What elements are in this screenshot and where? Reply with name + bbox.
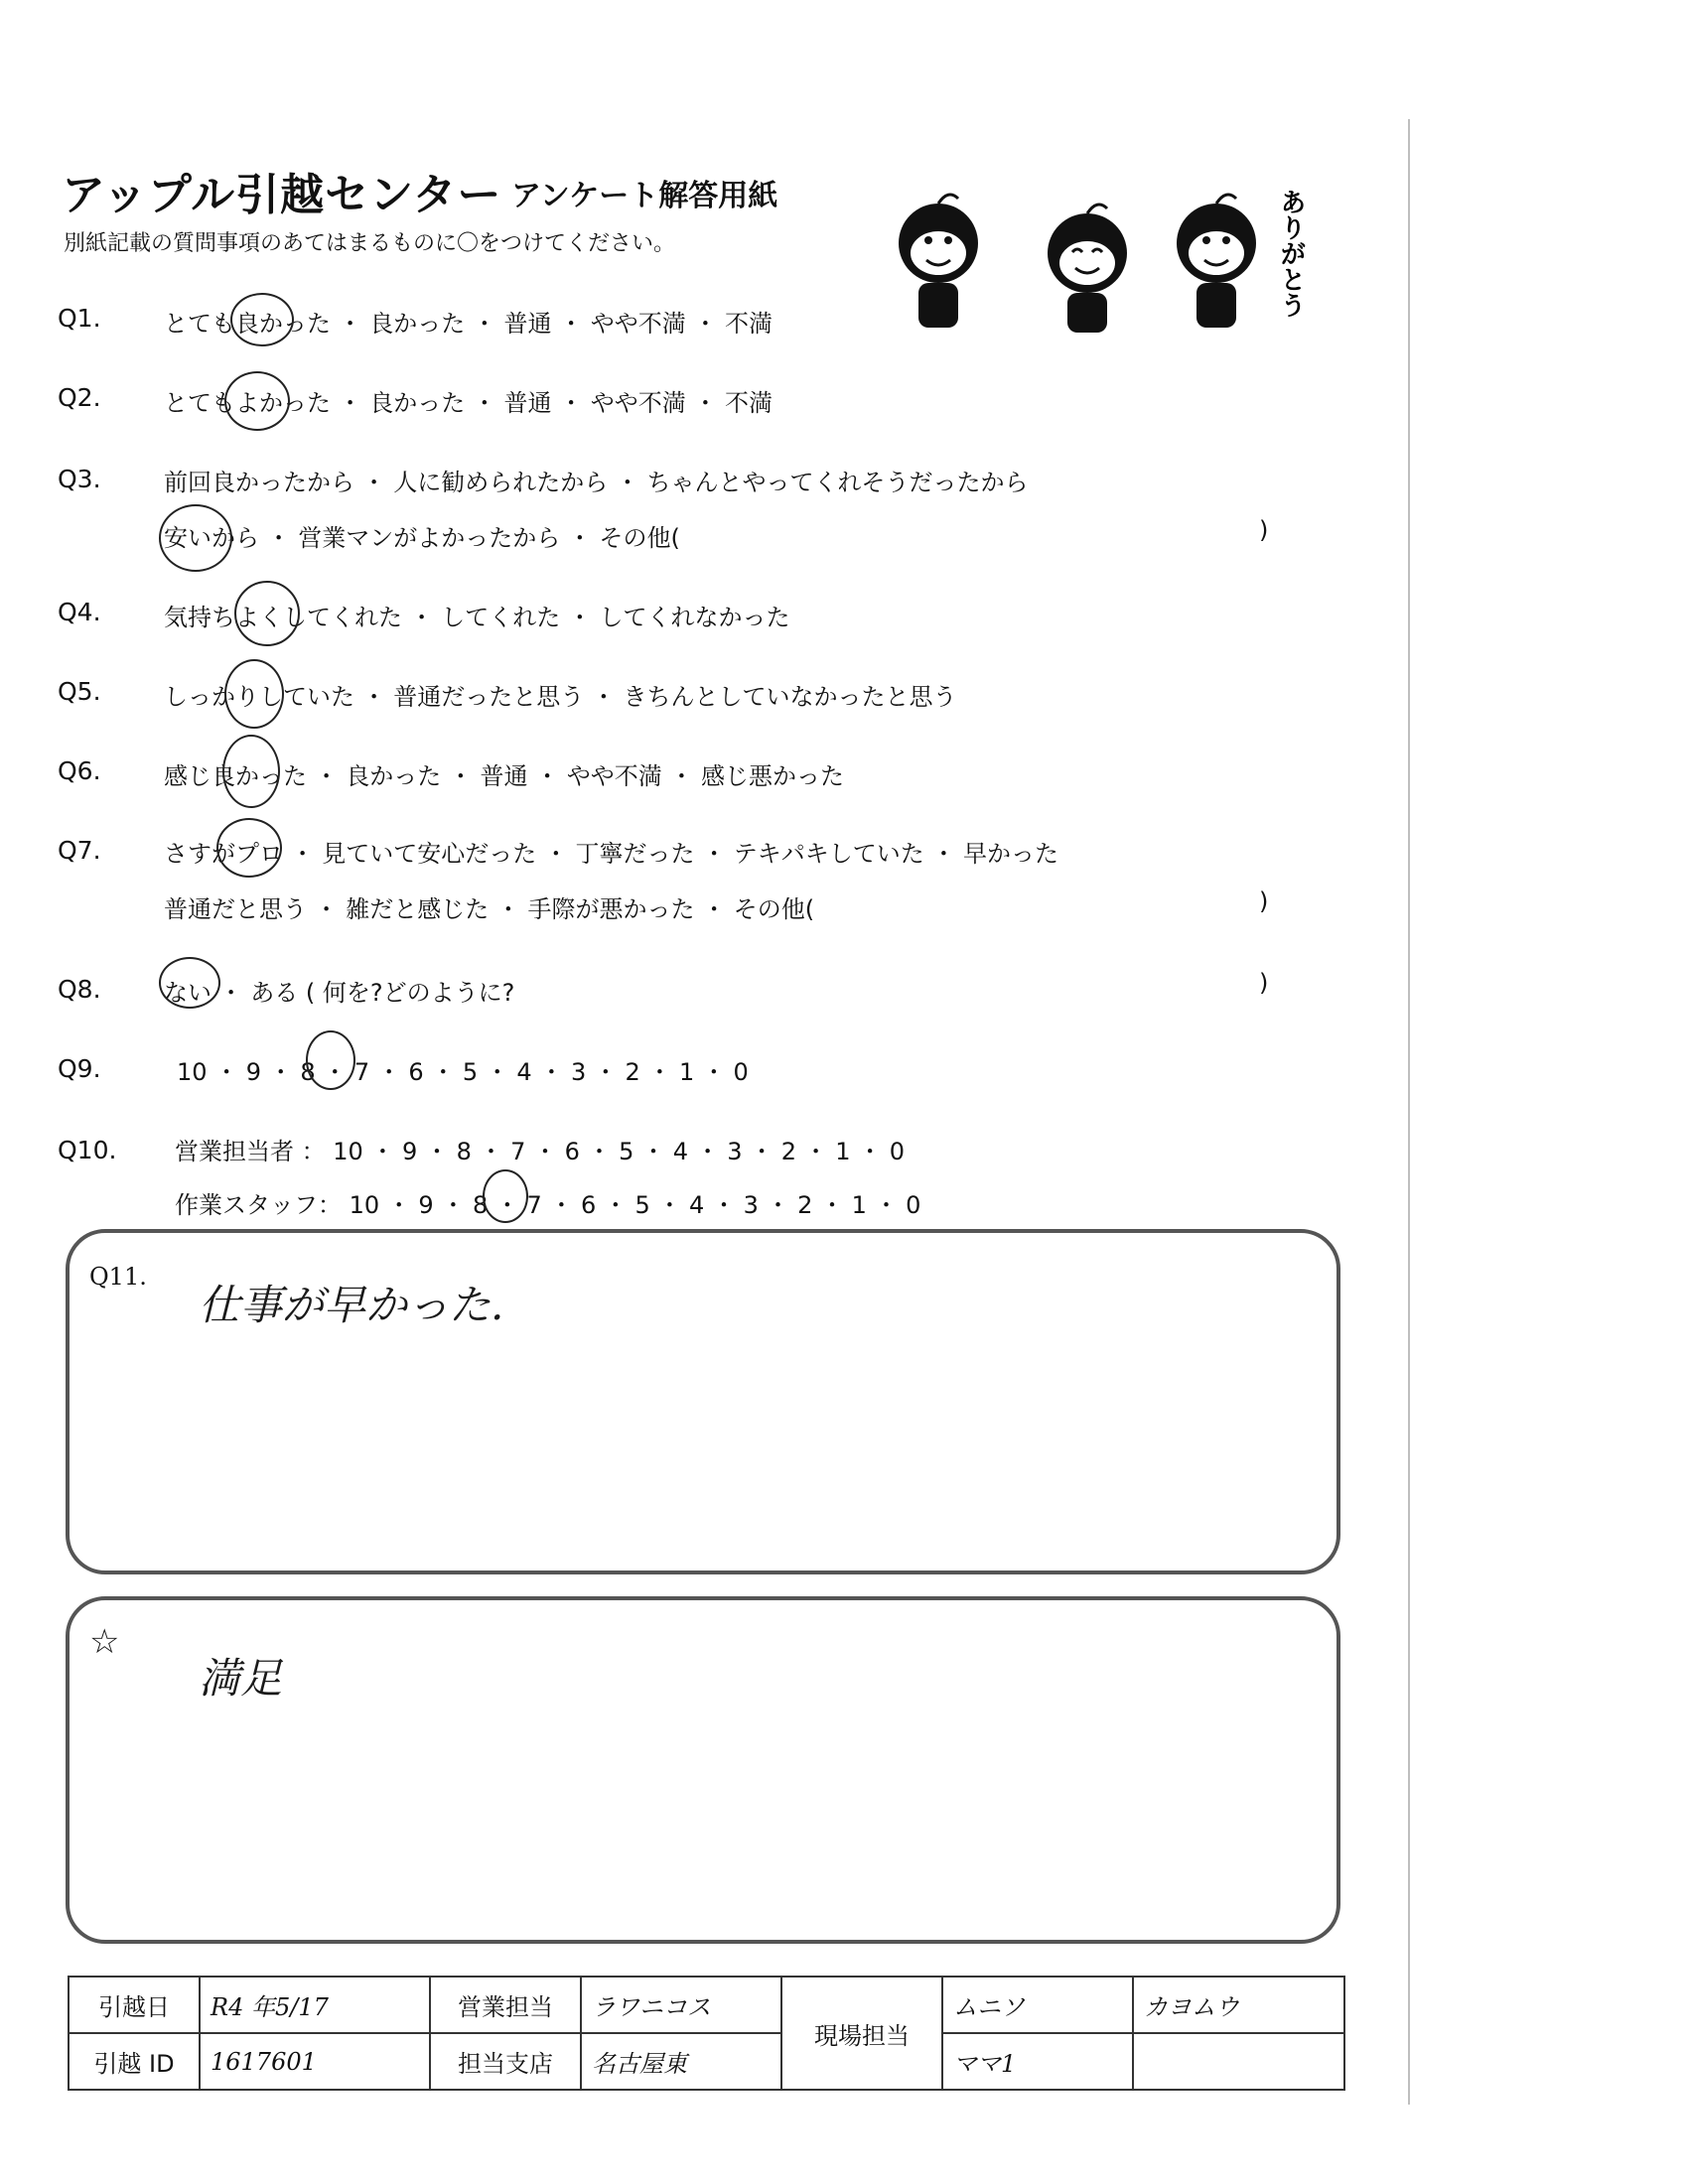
instruction-text: 別紙記載の質問事項のあてはまるものに〇をつけてください。 xyxy=(64,231,676,256)
q11-comment-box[interactable] xyxy=(66,1229,1340,1574)
q2-options: とてもよかった ・ 良かった ・ 普通 ・ やや不満 ・ 不満 xyxy=(164,389,774,417)
monkey-right-icon xyxy=(1177,195,1256,328)
q3-options-line2: 安いから ・ 営業マンがよかったから ・ その他( xyxy=(164,524,680,552)
q8-options: ない ・ ある ( 何を?どのように? xyxy=(164,979,515,1007)
q7-options-line1: さすがプロ ・ 見ていて安心だった ・ 丁寧だった ・ テキパキしていた ・ 早かった xyxy=(164,840,1059,868)
star-label: ☆ xyxy=(89,1622,120,1662)
q11-label: Q11. xyxy=(89,1263,147,1291)
site-value-3: ママ1 xyxy=(942,2033,1133,2090)
q4-options: 気持ちよくしてくれた ・ してくれた ・ してくれなかった xyxy=(164,604,790,631)
sales-value: ラワニコス xyxy=(581,1977,781,2033)
q3-label: Q3. xyxy=(58,465,101,493)
branch-label: 担当支店 xyxy=(430,2033,581,2090)
answer-circle-q6 xyxy=(222,735,280,808)
q11-handwritten-answer: 仕事が早かった. xyxy=(199,1281,504,1329)
q7-options-line2: 普通だと思う ・ 雑だと感じた ・ 手際が悪かった ・ その他( xyxy=(164,895,815,923)
star-handwritten-answer: 満足 xyxy=(199,1654,283,1703)
form-subtitle: アンケート解答用紙 xyxy=(511,179,778,213)
monkey-mascots-illustration xyxy=(854,169,1321,338)
move-id-value: 1617601 xyxy=(200,2033,430,2090)
answer-circle-q9 xyxy=(306,1030,355,1090)
q10-sales-options: 営業担当者 ： 10 ・ 9 ・ 8 ・ 7 ・ 6 ・ 5 ・ 4 ・ 3 ・ 2 ・ 1 ・ 0 xyxy=(175,1138,906,1165)
site-value-1: ムニソ xyxy=(942,1977,1133,2033)
page-edge-line xyxy=(1408,119,1410,2105)
q1-options: とても良かった ・ 良かった ・ 普通 ・ やや不満 ・ 不満 xyxy=(164,310,774,338)
site-value-2: カヨムウ xyxy=(1133,1977,1344,2033)
q7-label: Q7. xyxy=(58,836,101,865)
answer-circle-q10-staff xyxy=(483,1169,528,1223)
move-date-value: R4 年5/17 xyxy=(200,1977,430,2033)
answer-circle-q1 xyxy=(230,293,294,346)
q9-options: 10 ・ 9 ・ 8 ・ 7 ・ 6 ・ 5 ・ 4 ・ 3 ・ 2 ・ 1 ・ 0 xyxy=(177,1058,749,1086)
q9-label: Q9. xyxy=(58,1054,101,1083)
star-comment-box[interactable] xyxy=(66,1596,1340,1944)
q3-close-paren: ) xyxy=(1259,516,1269,544)
answer-circle-q3 xyxy=(159,504,232,572)
q8-label: Q8. xyxy=(58,975,101,1004)
answer-circle-q5 xyxy=(224,659,284,729)
sales-label: 営業担当 xyxy=(430,1977,581,2033)
site-value-empty xyxy=(1133,2033,1344,2090)
monkey-middle-icon xyxy=(1048,205,1127,333)
q5-label: Q5. xyxy=(58,677,101,706)
site-label: 現場担当 xyxy=(781,1977,942,2090)
answer-circle-q8 xyxy=(159,957,220,1009)
q3-options-line1: 前回良かったから ・ 人に勧められたから ・ ちゃんとやってくれそうだったから xyxy=(164,469,1029,496)
monkey-left-icon xyxy=(899,195,978,328)
move-id-label: 引越 ID xyxy=(69,2033,200,2090)
q4-label: Q4. xyxy=(58,598,101,626)
company-title: アップル引越センター xyxy=(62,170,502,220)
answer-circle-q2 xyxy=(224,371,290,431)
q6-label: Q6. xyxy=(58,756,101,785)
answer-circle-q7 xyxy=(216,818,282,878)
q7-close-paren: ) xyxy=(1259,887,1269,915)
q8-close-paren: ) xyxy=(1259,969,1269,997)
branch-value: 名古屋東 xyxy=(581,2033,781,2090)
move-date-label: 引越日 xyxy=(69,1977,200,2033)
footer-info-table xyxy=(68,1976,1345,2091)
answer-circle-q4 xyxy=(234,581,300,646)
q2-label: Q2. xyxy=(58,383,101,412)
q5-options: しっかりしていた ・ 普通だったと思う ・ きちんとしていなかったと思う xyxy=(164,683,957,711)
q6-options: 感じ良かった ・ 良かった ・ 普通 ・ やや不満 ・ 感じ悪かった xyxy=(164,762,845,790)
q10-label: Q10. xyxy=(58,1136,117,1164)
q10-staff-options: 作業スタッフ： 10 ・ 9 ・ 8 ・ 7 ・ 6 ・ 5 ・ 4 ・ 3 ・ 2 ・ 1 ・ 0 xyxy=(175,1191,921,1219)
mascot-caption: ありがとう xyxy=(1276,189,1306,318)
q1-label: Q1. xyxy=(58,304,101,333)
